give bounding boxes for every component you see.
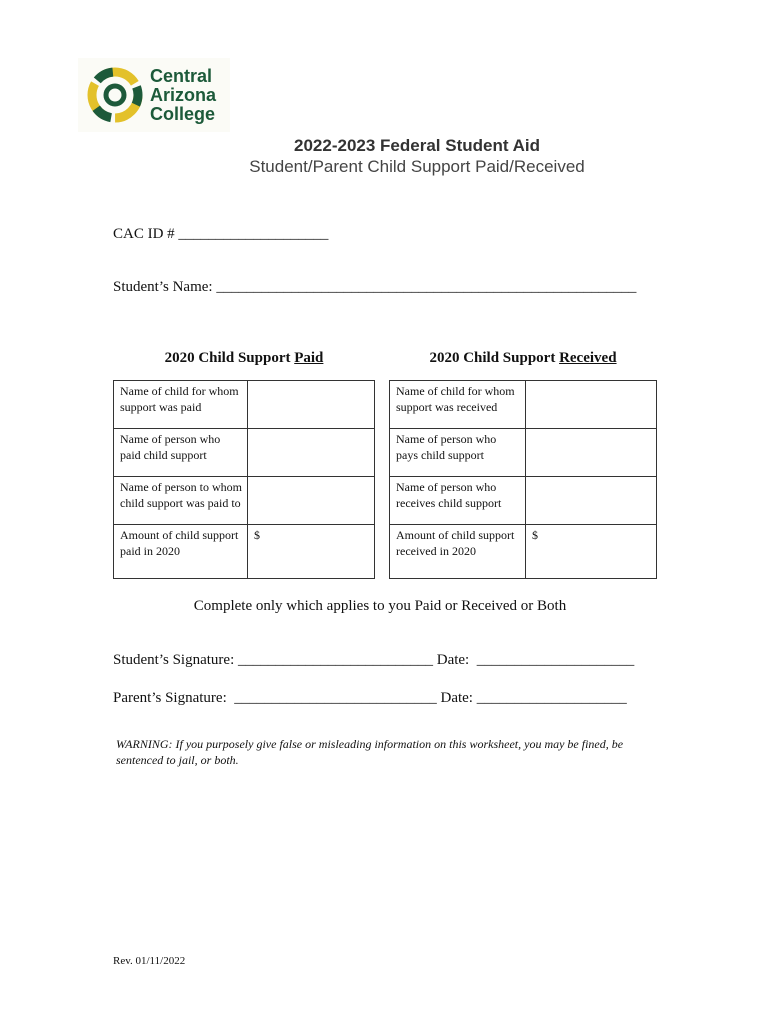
received-value-child[interactable]: [526, 381, 657, 429]
paid-value-payer[interactable]: [248, 429, 375, 477]
college-logo: [78, 58, 230, 132]
received-label-amount: Amount of child support received in 2020: [390, 525, 526, 579]
table-row: [114, 429, 375, 477]
paid-label-recipient: Name of person to whom child support was paid to: [114, 477, 248, 525]
received-table: [389, 380, 657, 579]
table-row: [114, 381, 375, 429]
paid-label-amount: Amount of child support paid in 2020: [114, 525, 248, 579]
paid-table: [113, 380, 375, 579]
table-row: [114, 477, 375, 525]
parent-signature-line[interactable]: Parent’s Signature: ___________________________ Date: ____________________: [113, 690, 627, 706]
page-subtitle: Student/Parent Child Support Paid/Received: [249, 157, 585, 176]
warning-text: WARNING: If you purposely give false or misleading information on this worksheet, you may be fined, be sentenced to jail, or both.: [116, 737, 624, 767]
paid-section-heading: 2020 Child Support Paid: [164, 350, 324, 366]
table-row: [390, 381, 657, 429]
logo-text: Central Arizona College: [150, 66, 217, 124]
table-row: [390, 525, 657, 579]
page-title: 2022-2023 Federal Student Aid: [294, 136, 540, 155]
received-label-payer: Name of person who pays child support: [390, 429, 526, 477]
table-row: [114, 525, 375, 579]
received-value-recipient[interactable]: [526, 477, 657, 525]
paid-value-recipient[interactable]: [248, 477, 375, 525]
paid-value-child[interactable]: [248, 381, 375, 429]
received-section-heading: 2020 Child Support Received: [429, 350, 617, 366]
revision-date: Rev. 01/11/2022: [113, 955, 186, 967]
logo-mark-icon: [84, 64, 146, 126]
paid-value-amount[interactable]: $: [248, 525, 375, 579]
instruction-text: Complete only which applies to you Paid or Received or Both: [193, 598, 567, 614]
table-row: [390, 477, 657, 525]
paid-label-payer: Name of person who paid child support: [114, 429, 248, 477]
paid-label-child: Name of child for whom support was paid: [114, 381, 248, 429]
student-signature-line[interactable]: Student’s Signature: __________________________ Date: _____________________: [113, 652, 635, 668]
cac-id-field[interactable]: CAC ID # ____________________: [113, 226, 329, 242]
student-name-field[interactable]: Student’s Name: ________________________________________________________: [113, 279, 637, 295]
received-label-recipient: Name of person who receives child support: [390, 477, 526, 525]
received-label-child: Name of child for whom support was received: [390, 381, 526, 429]
received-value-amount[interactable]: $: [526, 525, 657, 579]
received-value-payer[interactable]: [526, 429, 657, 477]
table-row: [390, 429, 657, 477]
